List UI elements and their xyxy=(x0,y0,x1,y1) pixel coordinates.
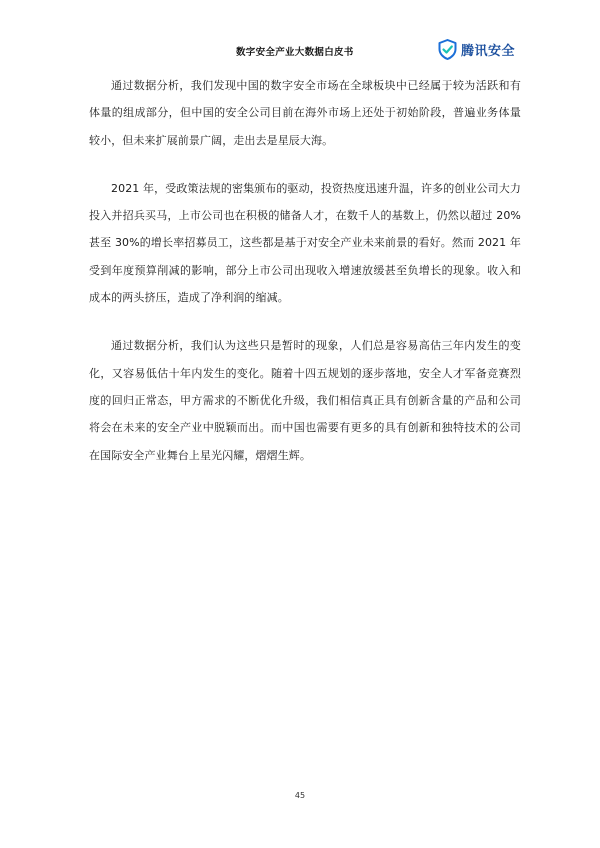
page-header xyxy=(0,0,600,70)
brand-logo xyxy=(438,38,515,60)
paragraph-3: 通过数据分析，我们认为这些只是暂时的现象，人们总是容易高估三年内发生的变化，又容易低估十年内发生的变化。随着十四五规划的逐步落地，安全人才军备竞赛烈度的回归正常态，甲方需求的不断优化升级，我们相信真正具有创新含量的产品和公司将会在未来的安全产业中脱颖而出。而中国也需要有更多的具有创新和独特技术的公司在国际安全产业舞台上星光闪耀，熠熠生辉。 xyxy=(89,339,521,462)
body-text xyxy=(89,72,521,490)
paragraph-2: 2021 年，受政策法规的密集颁布的驱动，投资热度迅速升温，许多的创业公司大力投入并招兵买马，上市公司也在积极的储备人才，在数千人的基数上，仍然以超过 20%甚至 30%的增长率招募员工，这些都是基于对安全产业未来前景的看好。然而 2021 年受到年度预算削减的影响，部分上市公司出现收入增速放缓甚至负增长的现象。收入和成本的两头挤压，造成了净利润的缩减。 xyxy=(89,181,521,305)
page-number: 45 xyxy=(294,791,306,800)
paragraph-1: 通过数据分析，我们发现中国的数字安全市场在全球板块中已经属于较为活跃和有体量的组成部分，但中国的安全公司目前在海外市场上还处于初始阶段，普遍业务体量较小，但未来扩展前景广阔，走出去是星辰大海。 xyxy=(89,79,521,147)
shield-check-icon xyxy=(438,39,457,60)
document-title: 数字安全产业大数据白皮书 xyxy=(236,47,354,58)
brand-name: 腾讯安全 xyxy=(461,43,516,59)
